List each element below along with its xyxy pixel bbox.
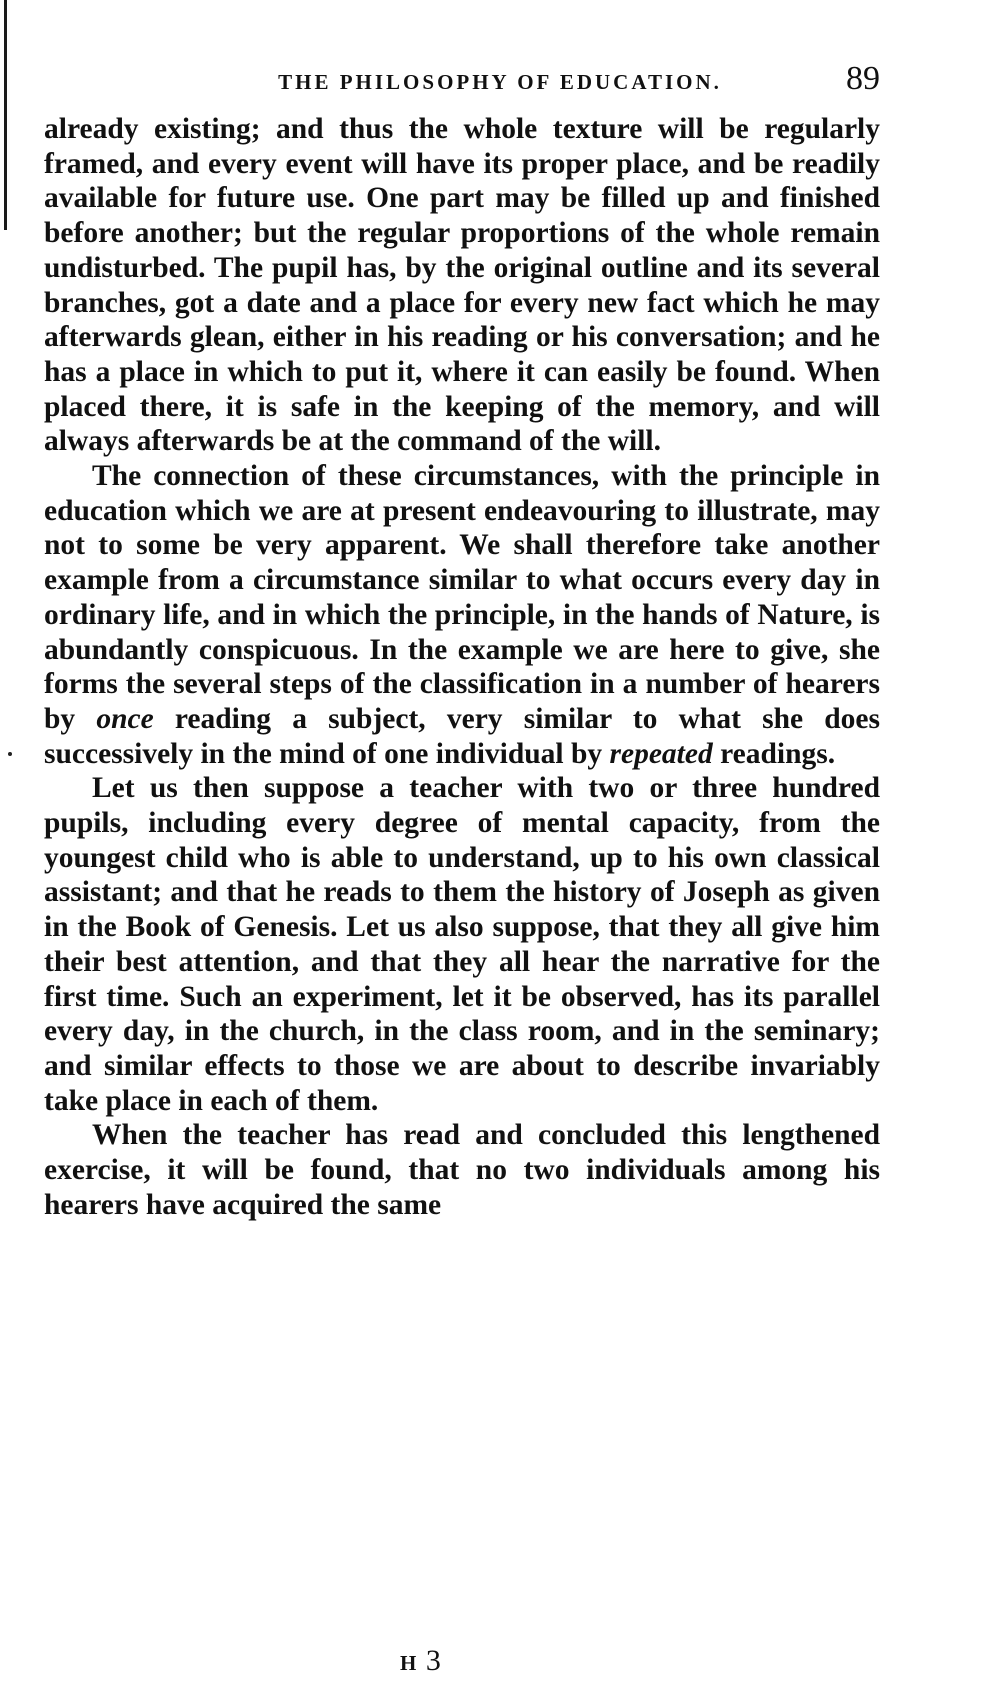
book-page (44, 60, 880, 1223)
running-title: THE PHILOSOPHY OF EDUCATION. (278, 70, 722, 94)
signature-number: 3 (425, 1644, 441, 1677)
page-edge-rule (4, 0, 7, 230)
paragraph-2 (44, 459, 880, 771)
running-head (44, 60, 880, 112)
paragraph-2-text-c: readings. (712, 737, 836, 770)
page-number: 89 (846, 60, 880, 97)
paragraph-3: Let us then suppose a teacher with two or three hundred pupils, including every degree of mental capacity, from the youngest child who is able to understand, up to his own classical assistant; and that he reads to them the history of Joseph as given in the Book of Genesis. Let us also suppose, that they all give him their best attention, and that they all hear the narrative for the first time. Such an experiment, let it be observed, has its parallel every day, in the church, in the class room, and in the seminary; and similar effects to those we are about to describe invariably take place in each of them. (44, 772, 880, 1117)
emphasis-repeated: repeated (609, 737, 713, 770)
paragraph-1: already existing; and thus the whole texture will be regularly framed, and every event will have its proper place, and be readily available for future use. One part may be filled up and finished before another; but the regular proportions of the whole remain undisturbed. The pupil has, by the original outline and its several branches, got a date and a place for every new fact which he may afterwards glean, either in his reading or his conversation; and he has a place in which to put it, where it can easily be found. When placed there, it is safe in the keeping of the memory, and will always afterwards be at the command of the will. (44, 113, 880, 458)
emphasis-once: once (96, 702, 154, 735)
paragraph-4: When the teacher has read and concluded this lengthened exercise, it will be found, that no two individuals among his hearers have acquired the same (44, 1119, 880, 1221)
margin-mark (8, 752, 12, 756)
paragraph-2-text-b: reading a subject, very similar to what she does successively in the mind of one individual by (44, 702, 880, 770)
signature-letter: H (400, 1651, 419, 1675)
paragraph-2-text-a: The connection of these circumstances, with the principle in education which we are at present endeavouring to illustrate, may not to some be very apparent. We shall therefore take another example from a circumstance similar to what occurs every day in ordinary life, and in which the principle, in the hands of Nature, is abundantly conspicuous. In the example we are here to give, she forms the several steps of the classification in a number of hearers by (44, 460, 880, 735)
signature-mark (400, 1644, 441, 1678)
